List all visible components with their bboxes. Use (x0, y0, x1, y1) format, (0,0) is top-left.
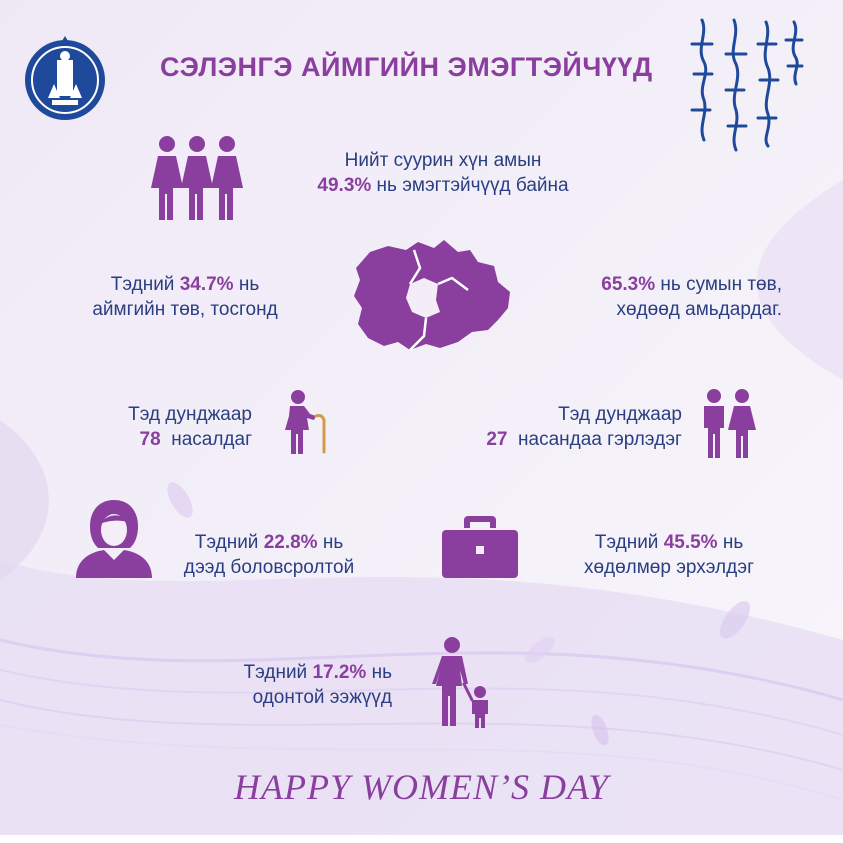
stat-marriage-value: 27 (486, 429, 508, 450)
stat-employment-value: 45.5% (663, 532, 718, 553)
stat-employment-pre: Тэдний (594, 532, 664, 553)
stat-education-line2: дээд боловсролтой (183, 557, 355, 578)
stat-education-pre: Тэдний (194, 532, 264, 553)
stat-employment-line2: хөдөлмөр эрхэлдэг (583, 557, 755, 578)
mongolian-script-icon (672, 14, 812, 154)
stat-employment (552, 530, 786, 580)
stat-marriage (430, 402, 682, 452)
stat-marriage-line1: Тэд дунджаар (558, 404, 682, 425)
stat-population-value: 49.3% (317, 175, 372, 196)
stat-population-rest: нь эмэгтэйчүүд байна (371, 175, 569, 196)
stat-education-post: нь (317, 532, 344, 553)
stat-rural-value: 65.3% (601, 274, 656, 295)
stat-lifespan-post: насалдаг (160, 429, 252, 450)
stat-lifespan-line1: Тэд дунджаар (128, 404, 252, 425)
stat-employment-post: нь (717, 532, 744, 553)
stat-mothers-line2: одонтой ээжүүд (252, 687, 392, 708)
stat-population (278, 148, 608, 198)
stat-population-line1: Нийт суурин хүн амын (344, 150, 542, 171)
stat-education-value: 22.8% (263, 532, 318, 553)
stat-urban-value: 34.7% (179, 274, 234, 295)
stat-urban-line2: аймгийн төв, тосгонд (92, 299, 278, 320)
women-group-icon (148, 134, 246, 222)
stat-mothers (200, 660, 392, 710)
page-title: СЭЛЭНГЭ АЙМГИЙН ЭМЭГТЭЙЧҮҮД (160, 52, 653, 82)
stat-lifespan-value: 78 (139, 429, 161, 450)
stat-mothers-value: 17.2% (312, 662, 367, 683)
stat-mothers-post: нь (366, 662, 392, 683)
stat-lifespan (60, 402, 252, 452)
state-emblem-icon (22, 28, 108, 128)
stat-marriage-post: насандаа гэрлэдэг (507, 429, 682, 450)
stat-mothers-pre: Тэдний (243, 662, 313, 683)
woman-bust-icon (72, 498, 156, 578)
stat-urban-pre: Тэдний (110, 274, 180, 295)
stat-rural-line2: хөдөөд амьдардаг. (616, 299, 782, 320)
selenge-map-icon (348, 238, 516, 354)
stat-urban-post: нь (233, 274, 260, 295)
mother-child-icon (430, 636, 496, 728)
stat-rural (520, 272, 782, 322)
elderly-woman-icon (276, 388, 332, 454)
stat-urban (60, 272, 310, 322)
briefcase-icon (440, 514, 520, 580)
footer-greeting: HAPPY WOMEN’S DAY (234, 767, 609, 807)
couple-icon (698, 388, 760, 460)
stat-education (160, 530, 378, 580)
stat-rural-post: нь сумын төв, (655, 274, 782, 295)
